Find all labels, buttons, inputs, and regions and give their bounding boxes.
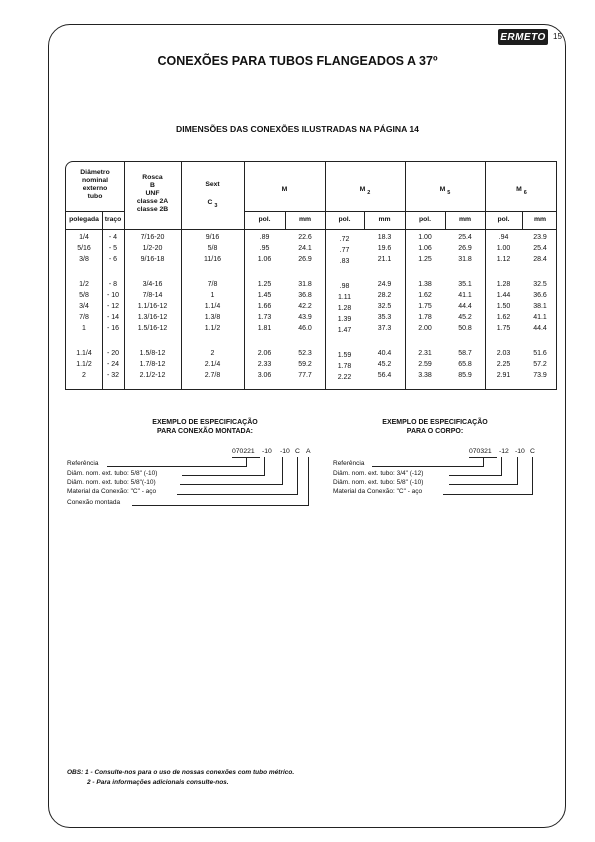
table-cell: - 8 [108,281,118,288]
table-cell: 31.8 [298,281,312,288]
table-cell: 38.1 [533,303,547,310]
table-cell: 77.7 [298,372,312,379]
table-cell: 2.1/4 [204,361,221,368]
table-cell: 1.44 [496,292,511,299]
table-cell: - 5 [108,245,118,252]
table-cell: 26.9 [458,245,472,252]
table-subtitle: DIMENSÕES DAS CONEXÕES ILUSTRADAS NA PÁGINA 14 [176,124,419,134]
table-cell: 2.7/8 [204,372,221,379]
table-cell: 7/8 [207,281,218,288]
example-left-label: Diâm. nom. ext. tubo: 5/8" (-10) [67,470,158,477]
header-pol: pol. [258,216,271,223]
table-cell: 44.4 [458,303,472,310]
table-cell: .94 [498,234,509,241]
example-left-code-assembled: A [306,448,311,455]
example-left-code-size1: -10 [262,448,272,455]
table-cell: 1 [82,325,86,332]
header-mm: mm [298,216,312,223]
table-cell: 35.3 [377,314,392,321]
obs-note-2: 2 - Para informações adicionais consulte-nos. [87,779,229,786]
table-cell: 2.31 [418,350,432,357]
table-cell: .98 [339,283,350,290]
table-cell: 1.11 [337,294,352,301]
table-cell: 2.25 [496,361,511,368]
leader-line [182,475,265,476]
header-sext: Sext [205,181,220,188]
example-left-code-size2: -10 [280,448,290,455]
table-cell: 1/2 [79,281,89,288]
table-cell: 26.9 [298,256,312,263]
table-cell: 1.25 [257,281,272,288]
table-cell: 11/16 [204,256,221,263]
table-cell: 2.91 [496,372,511,379]
leader-line [372,466,484,467]
table-cell: 25.4 [533,245,547,252]
table-cell: 19.6 [377,245,392,252]
leader-line [297,457,298,494]
page-title: CONEXÕES PARA TUBOS FLANGEADOS A 37º [157,54,438,68]
table-cell: 1.62 [418,292,432,299]
table-cell: 28.2 [377,292,392,299]
example-left-code-material: C [295,448,300,455]
header-m: M [281,186,288,193]
table-cell: 44.4 [533,325,547,332]
table-cell: 1.62 [496,314,511,321]
leader-line [449,475,502,476]
table-cell: 1.25 [418,256,432,263]
table-cell: 5/16 [77,245,91,252]
table-cell: 25.4 [458,234,472,241]
table-cell: 28.4 [533,256,547,263]
table-cell: 3/8 [79,256,89,263]
table-cell: 2.06 [257,350,272,357]
header-m6: M $_6$ [516,186,527,196]
table-cell: - 10 [106,292,120,299]
brand-logo: ERMETO [498,29,548,45]
table-cell: - 12 [106,303,120,310]
table-cell: 1.1/16-12 [137,303,168,310]
header-mm: mm [378,216,391,223]
table-cell: 59.2 [298,361,312,368]
header-rosca: Rosca B UNF classe 2A classe 2B [136,174,169,213]
leader-line [282,457,283,484]
table-cell: 3.06 [257,372,272,379]
example-left-heading: EXEMPLO DE ESPECIFICAÇÃO PARA CONEXÃO MONTADA: [152,419,258,435]
header-mm: mm [458,216,472,223]
table-cell: 35.1 [458,281,472,288]
table-cell: 7/16-20 [140,234,165,241]
table-cell: 37.3 [377,325,392,332]
table-cell: 51.6 [533,350,547,357]
table-cell: 1.1/4 [76,350,92,357]
table-cell: 7/8-14 [142,292,163,299]
row-divider [66,211,124,212]
table-cell: 3/4-16 [142,281,163,288]
table-cell: 1.47 [337,327,352,334]
table-cell: 1.12 [496,256,511,263]
example-left-code-ref: 070221 [232,448,255,455]
table-cell: 1.81 [257,325,272,332]
table-cell: 1.73 [257,314,272,321]
leader-line [517,457,518,484]
table-cell: 1.66 [257,303,272,310]
table-cell: 22.6 [298,234,312,241]
leader-line [264,457,265,475]
example-right-heading: EXEMPLO DE ESPECIFICAÇÃO PARA O CORPO: [382,419,488,435]
page-number: 15 [553,32,562,41]
row-divider [244,211,556,212]
table-cell: 41.1 [458,292,472,299]
leader-line [132,505,309,506]
example-right-code-size2: -10 [515,448,525,455]
leader-line [443,494,533,495]
table-cell: 32.5 [377,303,392,310]
row-divider [66,229,556,230]
header-m2: M $_2$ [359,186,371,196]
table-cell: 50.8 [458,325,472,332]
header-pol: pol. [418,216,432,223]
header-diametro: Diâmetro nominal externo tubo [80,169,110,200]
table-cell: 1.3/16-12 [137,314,168,321]
table-cell: 40.4 [377,350,392,357]
table-cell: 2 [82,372,86,379]
table-cell: 1.00 [496,245,511,252]
table-cell: 1/4 [79,234,89,241]
table-cell: 52.3 [298,350,312,357]
table-cell: 85.9 [458,372,472,379]
table-cell: 5/8 [79,292,89,299]
table-cell: .83 [339,258,350,265]
example-right-code-ref: 070321 [469,448,492,455]
table-cell: - 14 [106,314,120,321]
table-cell: 7/8 [79,314,89,321]
header-pol: pol. [338,216,351,223]
table-cell: 2.00 [418,325,432,332]
table-cell: .95 [259,245,270,252]
table-cell: 1.00 [418,234,432,241]
table-cell: 1.1/4 [204,303,221,310]
table-cell: 1.38 [418,281,432,288]
leader-line [107,466,247,467]
table-cell: 1.45 [257,292,272,299]
table-cell: - 20 [106,350,120,357]
dimensions-table [65,161,557,390]
table-cell: - 6 [108,256,118,263]
table-cell: 73.9 [533,372,547,379]
table-cell: 36.8 [298,292,312,299]
table-cell: 1.06 [257,256,272,263]
table-cell: 43.9 [298,314,312,321]
table-cell: 2.1/2-12 [139,372,166,379]
header-c3: C $_3$ [207,199,218,209]
table-cell: 1.3/8 [204,314,221,321]
example-right-code-material: C [530,448,535,455]
table-cell: 46.0 [298,325,312,332]
example-left-label: Diâm. nom. ext. tubo: 5/8"(-10) [67,479,156,486]
table-cell: 24.9 [377,281,392,288]
leader-line [308,457,309,505]
header-pol: pol. [497,216,510,223]
table-cell: 1.75 [496,325,511,332]
table-cell: 2.22 [337,374,352,381]
obs-note-1: OBS: 1 - Consulte-nos para o uso de nossas conexões com tubo métrico. [67,769,295,776]
example-right-label: Diâm. nom. ext. tubo: 3/4" (-12) [333,470,424,477]
leader-line [180,484,283,485]
header-traco: traço [104,216,122,223]
table-cell: 2.59 [418,361,432,368]
table-cell: 1.75 [418,303,432,310]
table-cell: 45.2 [458,314,472,321]
table-cell: 1.28 [337,305,352,312]
table-cell: 32.5 [533,281,547,288]
table-cell: 1.7/8-12 [139,361,166,368]
leader-line [483,457,484,466]
table-cell: 56.4 [377,372,392,379]
table-cell: 1.5/16-12 [137,325,168,332]
example-right-label: Diâm. nom. ext. tubo: 5/8" (-10) [333,479,424,486]
table-cell: 41.1 [533,314,547,321]
table-cell: 31.8 [458,256,472,263]
table-cell: 42.2 [298,303,312,310]
table-cell: 2.33 [257,361,272,368]
table-cell: 1 [210,292,215,299]
table-cell: 1.1/2 [204,325,221,332]
table-cell: 23.9 [533,234,547,241]
table-cell: 2.03 [496,350,511,357]
table-cell: 9/16 [205,234,220,241]
leader-line [449,484,518,485]
table-cell: .89 [259,234,270,241]
example-left-label: Material da Conexão: "C" - aço [67,488,157,495]
table-cell: 3.38 [418,372,432,379]
table-cell: 58.7 [458,350,472,357]
leader-line [177,494,298,495]
table-cell: 1.50 [496,303,511,310]
example-right-label: Referência [333,460,365,467]
table-cell: 36.6 [533,292,547,299]
table-cell: - 24 [106,361,120,368]
table-cell: 21.1 [377,256,392,263]
table-cell: - 4 [108,234,118,241]
table-cell: .72 [339,236,350,243]
table-cell: 1.78 [337,363,352,370]
header-mm: mm [533,216,547,223]
leader-line [501,457,502,475]
table-cell: 1.78 [418,314,432,321]
table-cell: 1/2-20 [142,245,163,252]
table-cell: .77 [339,247,350,254]
table-cell: 9/16-18 [140,256,165,263]
table-cell: 2 [210,350,215,357]
table-cell: 5/8 [207,245,218,252]
table-cell: - 16 [106,325,120,332]
table-cell: 1.5/8-12 [139,350,166,357]
table-cell: 1.39 [337,316,352,323]
table-cell: 24.1 [298,245,312,252]
table-cell: 1.06 [418,245,432,252]
example-left-label: Conexão montada [67,499,121,506]
leader-line [532,457,533,494]
header-polegada: polegada [69,216,99,223]
table-cell: 1.28 [496,281,511,288]
table-cell: 18.3 [377,234,392,241]
leader-line [246,457,247,466]
example-right-code-size1: -12 [499,448,509,455]
table-cell: 57.2 [533,361,547,368]
table-cell: 3/4 [79,303,89,310]
table-cell: - 32 [106,372,120,379]
example-right-label: Material da Conexão: "C" - aço [333,488,423,495]
header-m5: M $_5$ [439,186,451,196]
table-cell: 65.8 [458,361,472,368]
table-cell: 45.2 [377,361,392,368]
table-cell: 1.59 [337,352,352,359]
example-left-label: Referência [67,460,99,467]
table-cell: 1.1/2 [76,361,92,368]
